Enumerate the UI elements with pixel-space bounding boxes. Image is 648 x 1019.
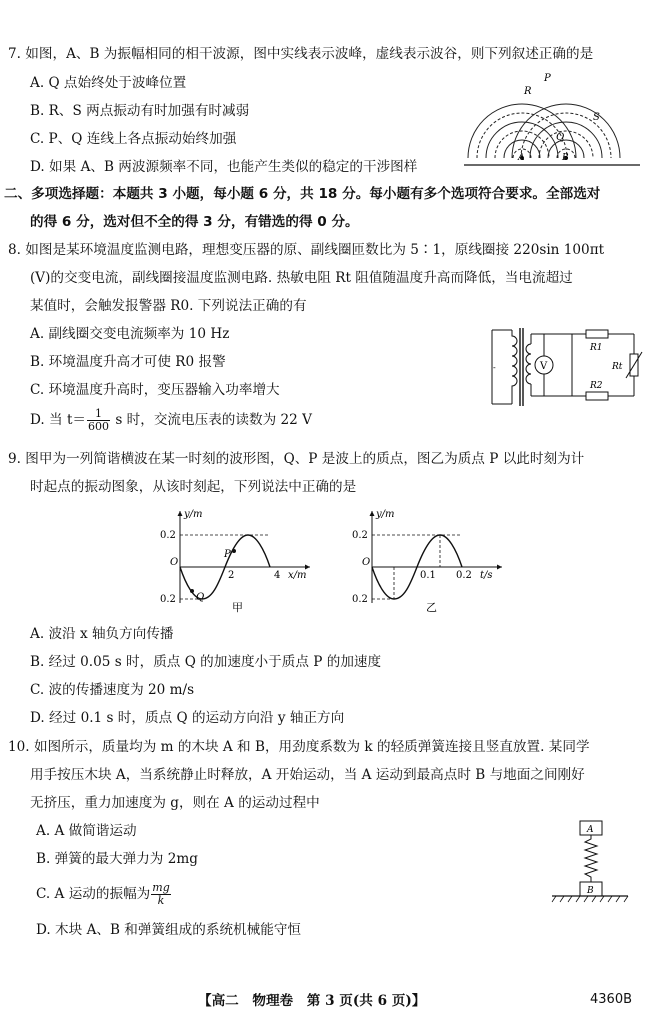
graph-yi-x-label: t/s xyxy=(480,570,493,581)
q10-option-c-denominator: k xyxy=(157,894,165,907)
graph-yi-y-bottom: 0.2 xyxy=(352,594,368,605)
q10-option-d: D. 木块 A、B 和弹簧组成的系统机械能守恒 xyxy=(36,922,302,938)
graph-jia-tick-4: 4 xyxy=(274,570,281,581)
graph-yi-tick-1: 0.1 xyxy=(420,570,436,581)
q9-graph-jia xyxy=(160,505,320,615)
point-p-label: P xyxy=(544,73,551,84)
q8-option-d-denominator: 600 xyxy=(88,420,110,433)
graph-jia-y-top: 0.2 xyxy=(160,530,176,541)
q10-stem-line2: 用手按压木块 A，当系统静止时释放，A 开始运动，当 A 运动到最高点时 B 与地面之间刚好 xyxy=(30,767,585,783)
q10-option-b: B. 弹簧的最大弹力为 2mg xyxy=(36,851,198,867)
q7-option-d: D. 如果 A、B 两波源频率不同，也能产生类似的稳定的干涉图样 xyxy=(30,159,418,175)
graph-jia-p-label: P xyxy=(224,549,231,560)
q10-spring-figure xyxy=(550,818,630,908)
source-b-label: B xyxy=(562,153,569,163)
graph-yi-tick-2: 0.2 xyxy=(456,570,472,581)
source-a-label: A xyxy=(518,153,525,163)
q8-option-d-fraction xyxy=(87,408,110,433)
voltmeter-label: V xyxy=(540,361,548,372)
q8-option-a: A. 副线圈交变电流频率为 10 Hz xyxy=(30,326,230,342)
q8-option-d-suffix: s 时，交流电压表的读数为 22 V xyxy=(111,412,312,428)
graph-jia-caption: 甲 xyxy=(232,601,243,614)
point-s-label: S xyxy=(593,112,600,123)
block-a-label: A xyxy=(587,825,594,835)
q9-option-b: B. 经过 0.05 s 时，质点 Q 的加速度小于质点 P 的加速度 xyxy=(30,654,382,670)
q7-option-b: B. R、S 两点振动有时加强有时减弱 xyxy=(30,103,250,119)
q8-circuit-figure xyxy=(484,320,644,412)
graph-yi-y-top: 0.2 xyxy=(352,530,368,541)
graph-jia-q-dot xyxy=(190,589,194,593)
q8-stem-line1: 8. 如图是某环境温度监测电路，理想变压器的原、副线圈匝数比为 5∶1，原线圈接 220sin 100πt xyxy=(8,242,605,258)
graph-jia-q-label: Q xyxy=(196,592,205,603)
q8-option-d-prefix: D. 当 t＝ xyxy=(30,412,87,428)
q10-option-c-fraction xyxy=(151,882,170,907)
rt-label: Rt xyxy=(612,362,623,372)
exam-code: 4360B xyxy=(590,992,633,1007)
q7-option-c: C. P、Q 连线上各点振动始终加强 xyxy=(30,131,237,147)
q9-stem-line1: 9. 图甲为一列简谐横波在某一时刻的波形图，Q、P 是波上的质点，图乙为质点 P 以此时刻为计 xyxy=(8,451,585,467)
r2-label: R2 xyxy=(590,381,603,391)
q7-option-a: A. Q 点始终处于波峰位置 xyxy=(30,75,187,91)
graph-yi-caption: 乙 xyxy=(426,601,437,614)
graph-yi-y-label: y/m xyxy=(376,509,395,520)
q8-option-d-numerator: 1 xyxy=(87,408,110,421)
graph-jia-tick-2: 2 xyxy=(228,570,235,581)
graph-jia-x-label: x/m xyxy=(288,570,307,581)
q8-option-b: B. 环境温度升高才可使 R0 报警 xyxy=(30,354,226,370)
graph-jia-p-dot xyxy=(232,549,236,553)
graph-jia-origin: O xyxy=(170,557,179,568)
q8-option-c: C. 环境温度升高时，变压器输入功率增大 xyxy=(30,382,280,398)
r1-label: R1 xyxy=(590,343,603,353)
q9-stem-line2: 时起点的振动图象，从该时刻起，下列说法中正确的是 xyxy=(30,479,357,495)
q7-interference-figure xyxy=(462,68,642,168)
point-q-label: Q xyxy=(556,132,565,143)
q9-graph-yi xyxy=(352,505,512,615)
graph-yi-origin: O xyxy=(362,557,371,568)
block-b-label: B xyxy=(587,886,594,896)
q10-option-c-prefix: C. A 运动的振幅为 xyxy=(36,886,151,902)
q9-option-a: A. 波沿 x 轴负方向传播 xyxy=(30,626,174,642)
q10-stem-line1: 10. 如图所示，质量均为 m 的木块 A 和 B，用劲度系数为 k 的轻质弹簧连接且竖直放置. 某同学 xyxy=(8,739,590,755)
q9-option-c: C. 波的传播速度为 20 m/s xyxy=(30,682,195,698)
q8-option-d xyxy=(30,408,312,433)
section2-heading-line2: 的得 6 分，选对但不全的得 3 分，有错选的得 0 分。 xyxy=(30,214,359,230)
q8-stem-line3: 某值时，会触发报警器 R0. 下列说法正确的有 xyxy=(30,298,307,314)
graph-jia-y-label: y/m xyxy=(184,509,203,520)
q9-option-d: D. 经过 0.1 s 时，质点 Q 的运动方向沿 y 轴正方向 xyxy=(30,710,345,726)
q10-stem-line3: 无挤压，重力加速度为 g，则在 A 的运动过程中 xyxy=(30,795,320,811)
graph-jia-y-bottom: 0.2 xyxy=(160,594,176,605)
point-r-label: R xyxy=(524,86,532,97)
q10-option-c xyxy=(36,882,172,907)
q10-option-c-numerator: mg xyxy=(152,881,170,894)
q10-option-a: A. A 做简谐运动 xyxy=(36,823,137,839)
primary-dash-mark: - xyxy=(493,363,496,372)
section2-heading-line1: 二、多项选择题：本题共 3 小题，每小题 6 分，共 18 分。每小题有多个选项符合要求。全部选对 xyxy=(4,186,601,202)
q7-stem: 7. 如图，A、B 为振幅相同的相干波源，图中实线表示波峰，虚线表示波谷，则下列叙述正确的是 xyxy=(8,46,594,62)
q8-stem-line2: (V)的交变电流，副线圈接温度监测电路. 热敏电阻 Rt 阻值随温度升高而降低，当电流超过 xyxy=(30,270,573,286)
page-footer: 【高二 物理卷 第 3 页(共 6 页)】 xyxy=(198,993,426,1009)
